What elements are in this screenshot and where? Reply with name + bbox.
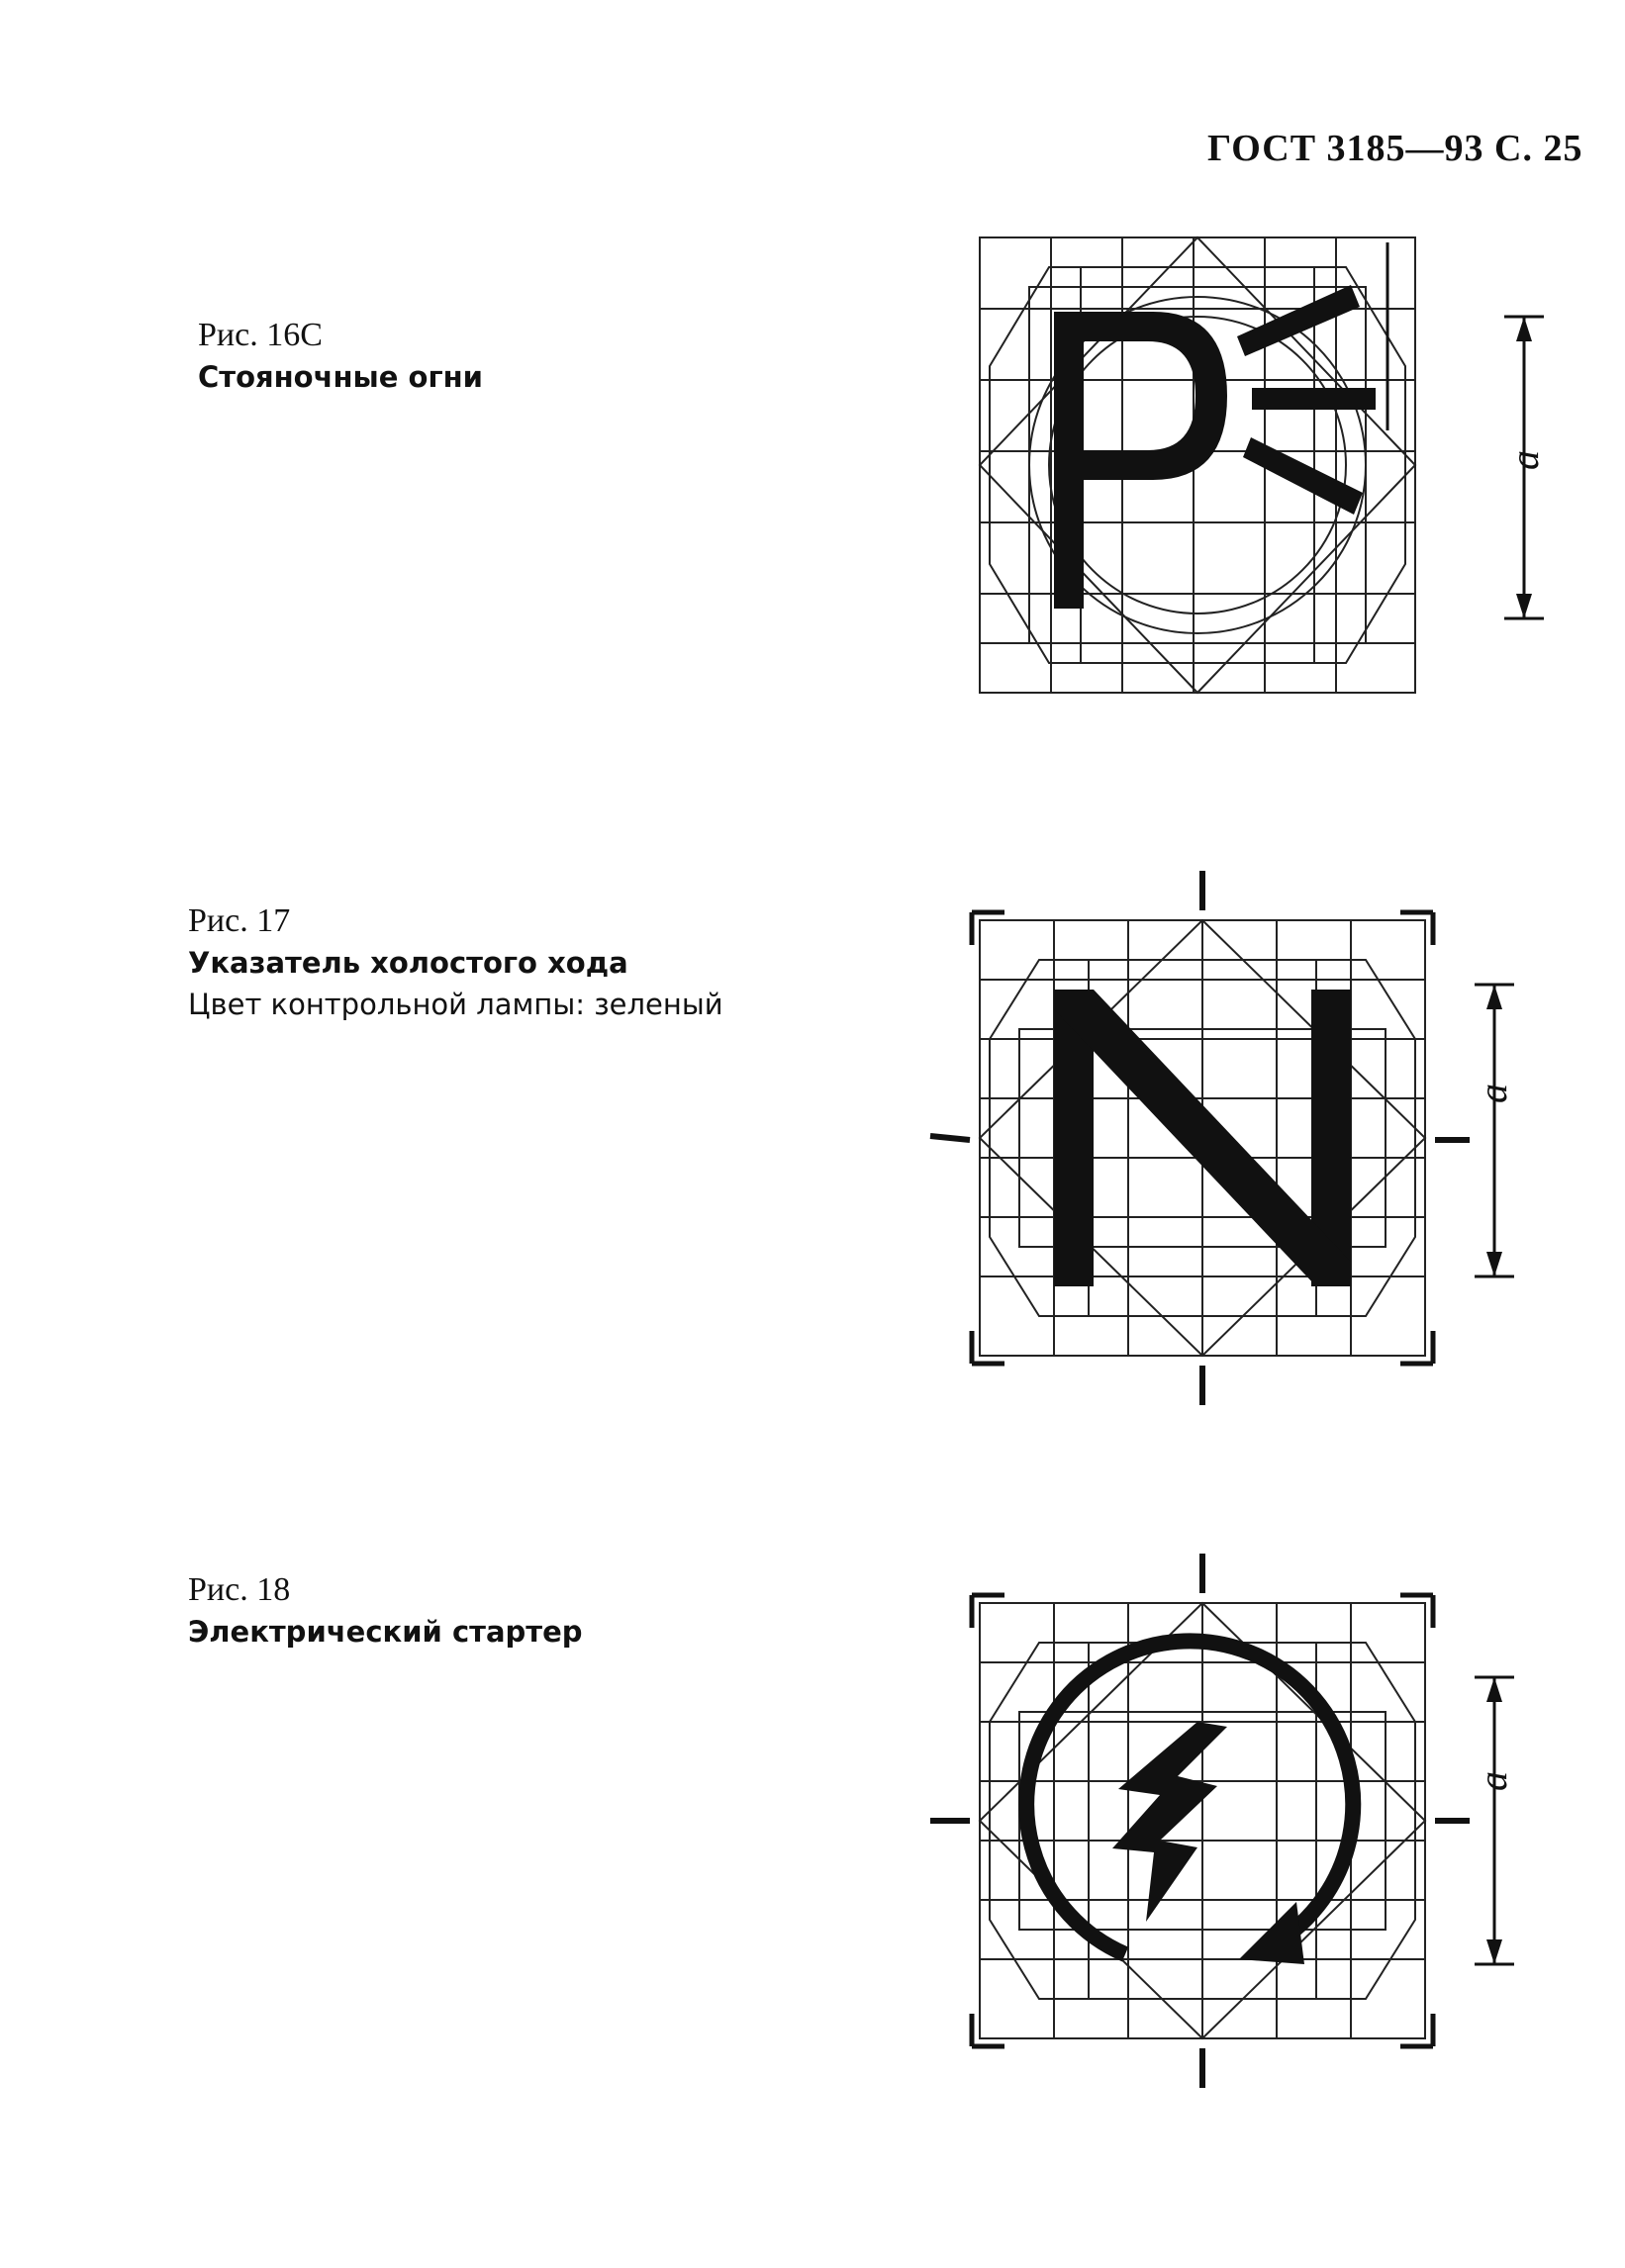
page-header: ГОСТ 3185—93 С. 25 (1207, 128, 1583, 169)
light-rays-icon (1237, 285, 1376, 515)
dimension-label: a (1471, 1084, 1515, 1103)
figure-17-caption (188, 900, 723, 1025)
figure-18-caption (188, 1569, 583, 1653)
dimension-arrow-16c (1494, 312, 1554, 628)
figure-subtitle: Цвет контрольной лампы: зеленый (188, 988, 723, 1021)
figure-number: Рис. 17 (188, 902, 291, 939)
electric-starter-symbol (930, 1554, 1484, 2088)
figure-title: Электрический стартер (188, 1615, 583, 1649)
figure-title: Стояночные огни (198, 360, 483, 394)
figure-number: Рис. 16С (198, 317, 323, 353)
dimension-label: a (1502, 450, 1547, 470)
figure-title: Указатель холостого хода (188, 946, 628, 980)
idle-indicator-symbol (930, 871, 1484, 1405)
dimension-arrow-17 (1465, 980, 1524, 1296)
parking-lights-symbol (970, 228, 1445, 703)
figure-number: Рис. 18 (188, 1571, 291, 1608)
dimension-arrow-18 (1465, 1672, 1524, 1989)
letter-p-glyph (1054, 312, 1227, 609)
dimension-label: a (1471, 1771, 1515, 1791)
lightning-bolt-icon (1112, 1722, 1227, 1922)
figure-16c-caption (198, 315, 483, 398)
